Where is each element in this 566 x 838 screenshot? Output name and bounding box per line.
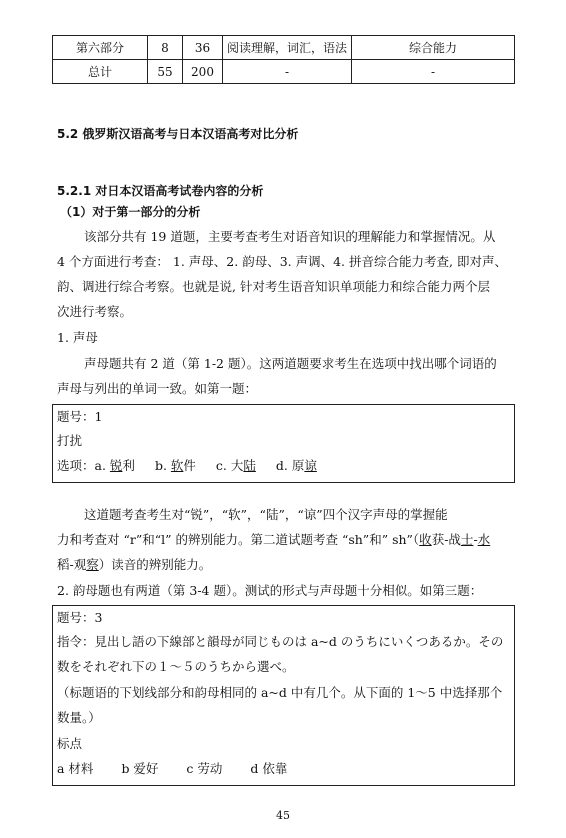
option-b: b 爱好 [121,761,159,776]
paragraph-line [57,557,211,573]
text-run: - [473,532,478,547]
text-run: ）读音的辨别能力。 [98,557,212,572]
table-cell: 55 [148,60,183,84]
paragraph-line: 韵、调进行综合考察。也就是说, 针对考生语音知识单项能力和综合能力两个层 [57,279,490,294]
options-line [57,458,317,474]
table-cell: 综合能力 [352,36,515,60]
instruction-japanese: 数をそれぞれ下の１～５のうちから選べ。 [57,659,295,674]
paragraph-line: 次进行考察。 [57,304,133,319]
question-number: 题号：1 [57,409,103,424]
example-box [52,404,515,483]
option-underline: 锐 [109,458,123,473]
option-text: c. 大 [215,458,244,473]
options-line [57,761,287,777]
table-row [53,60,515,84]
section-heading: 5.2 俄罗斯汉语高考与日本汉语高考对比分析 [57,127,299,141]
option-d: d 依靠 [250,761,288,776]
table-cell: 总计 [53,60,148,84]
table-cell: - [223,60,352,84]
option-a: a 材料 [57,761,94,776]
table-cell: - [352,60,515,84]
item-heading: 2. 韵母题也有两道（第 3-4 题）。测试的形式与声母题十分相似。如第三题： [57,583,483,598]
option-text: 利 [122,458,135,473]
headword: 标点 [57,736,83,751]
instruction-chinese: 数量。） [57,710,101,725]
paragraph-line: 4 个方面进行考查： 1. 声母、2. 韵母、3. 声调、4. 拼音综合能力考查, 即对声、 [57,254,507,269]
table-cell: 36 [183,36,223,60]
underlined-text: 水 [477,532,491,547]
underlined-text: 察 [86,557,99,572]
option-text: 件 [183,458,196,473]
text-run: 稻-观 [57,557,87,572]
paragraph-line: 声母与列出的单词一致。如第一题： [57,381,258,396]
text-run: 力和考查对 “r”和“l” 的辨别能力。第二道试题考查 “sh”和” sh”（ [57,532,420,547]
table-cell: 阅读理解，词汇，语法 [223,36,352,60]
table-cell: 200 [183,60,223,84]
headword: 打扰 [57,433,83,448]
subheading: （1）对于第一部分的分析 [60,205,201,219]
item-heading: 1. 声母 [57,330,98,345]
underlined-text: 收 [419,532,432,547]
paragraph-line [57,532,490,548]
page-number: 45 [276,809,290,822]
underlined-text: 士 [460,532,474,547]
subsection-heading: 5.2.1 对日本汉语高考试卷内容的分析 [57,184,264,198]
table-cell: 8 [148,36,183,60]
option-text: d. 原 [275,458,305,473]
text-run: 获-战 [431,532,461,547]
example-box [52,605,515,786]
option-c: c 劳动 [186,761,223,776]
paragraph-line: 声母题共有 2 道（第 1-2 题）。这两道题要求考生在选项中找出哪个词语的 [84,356,497,371]
option-underline: 谅 [304,458,317,473]
option-underline: 陆 [243,458,256,473]
option-text: b. [154,458,171,473]
question-number: 题号：3 [57,610,103,625]
option-underline: 软 [170,458,184,473]
instruction-chinese: （标题语的下划线部分和韵母相同的 a~d 中有几个。从下面的 1～5 中选择那个 [57,685,503,700]
paragraph-line: 这道题考查考生对“锐”，“软”，“陆”，“谅”四个汉字声母的掌握能 [84,507,448,522]
options-label: 选项：a. [57,458,110,473]
summary-table [52,35,515,84]
table-row [53,36,515,60]
table-cell: 第六部分 [53,36,148,60]
instruction-japanese: 指令：見出し語の下線部と韻母が同じものは a~d のうちにいくつあるか。その [57,634,504,649]
paragraph-line: 该部分共有 19 道题，主要考查考生对语音知识的理解能力和掌握情况。从 [84,229,496,244]
